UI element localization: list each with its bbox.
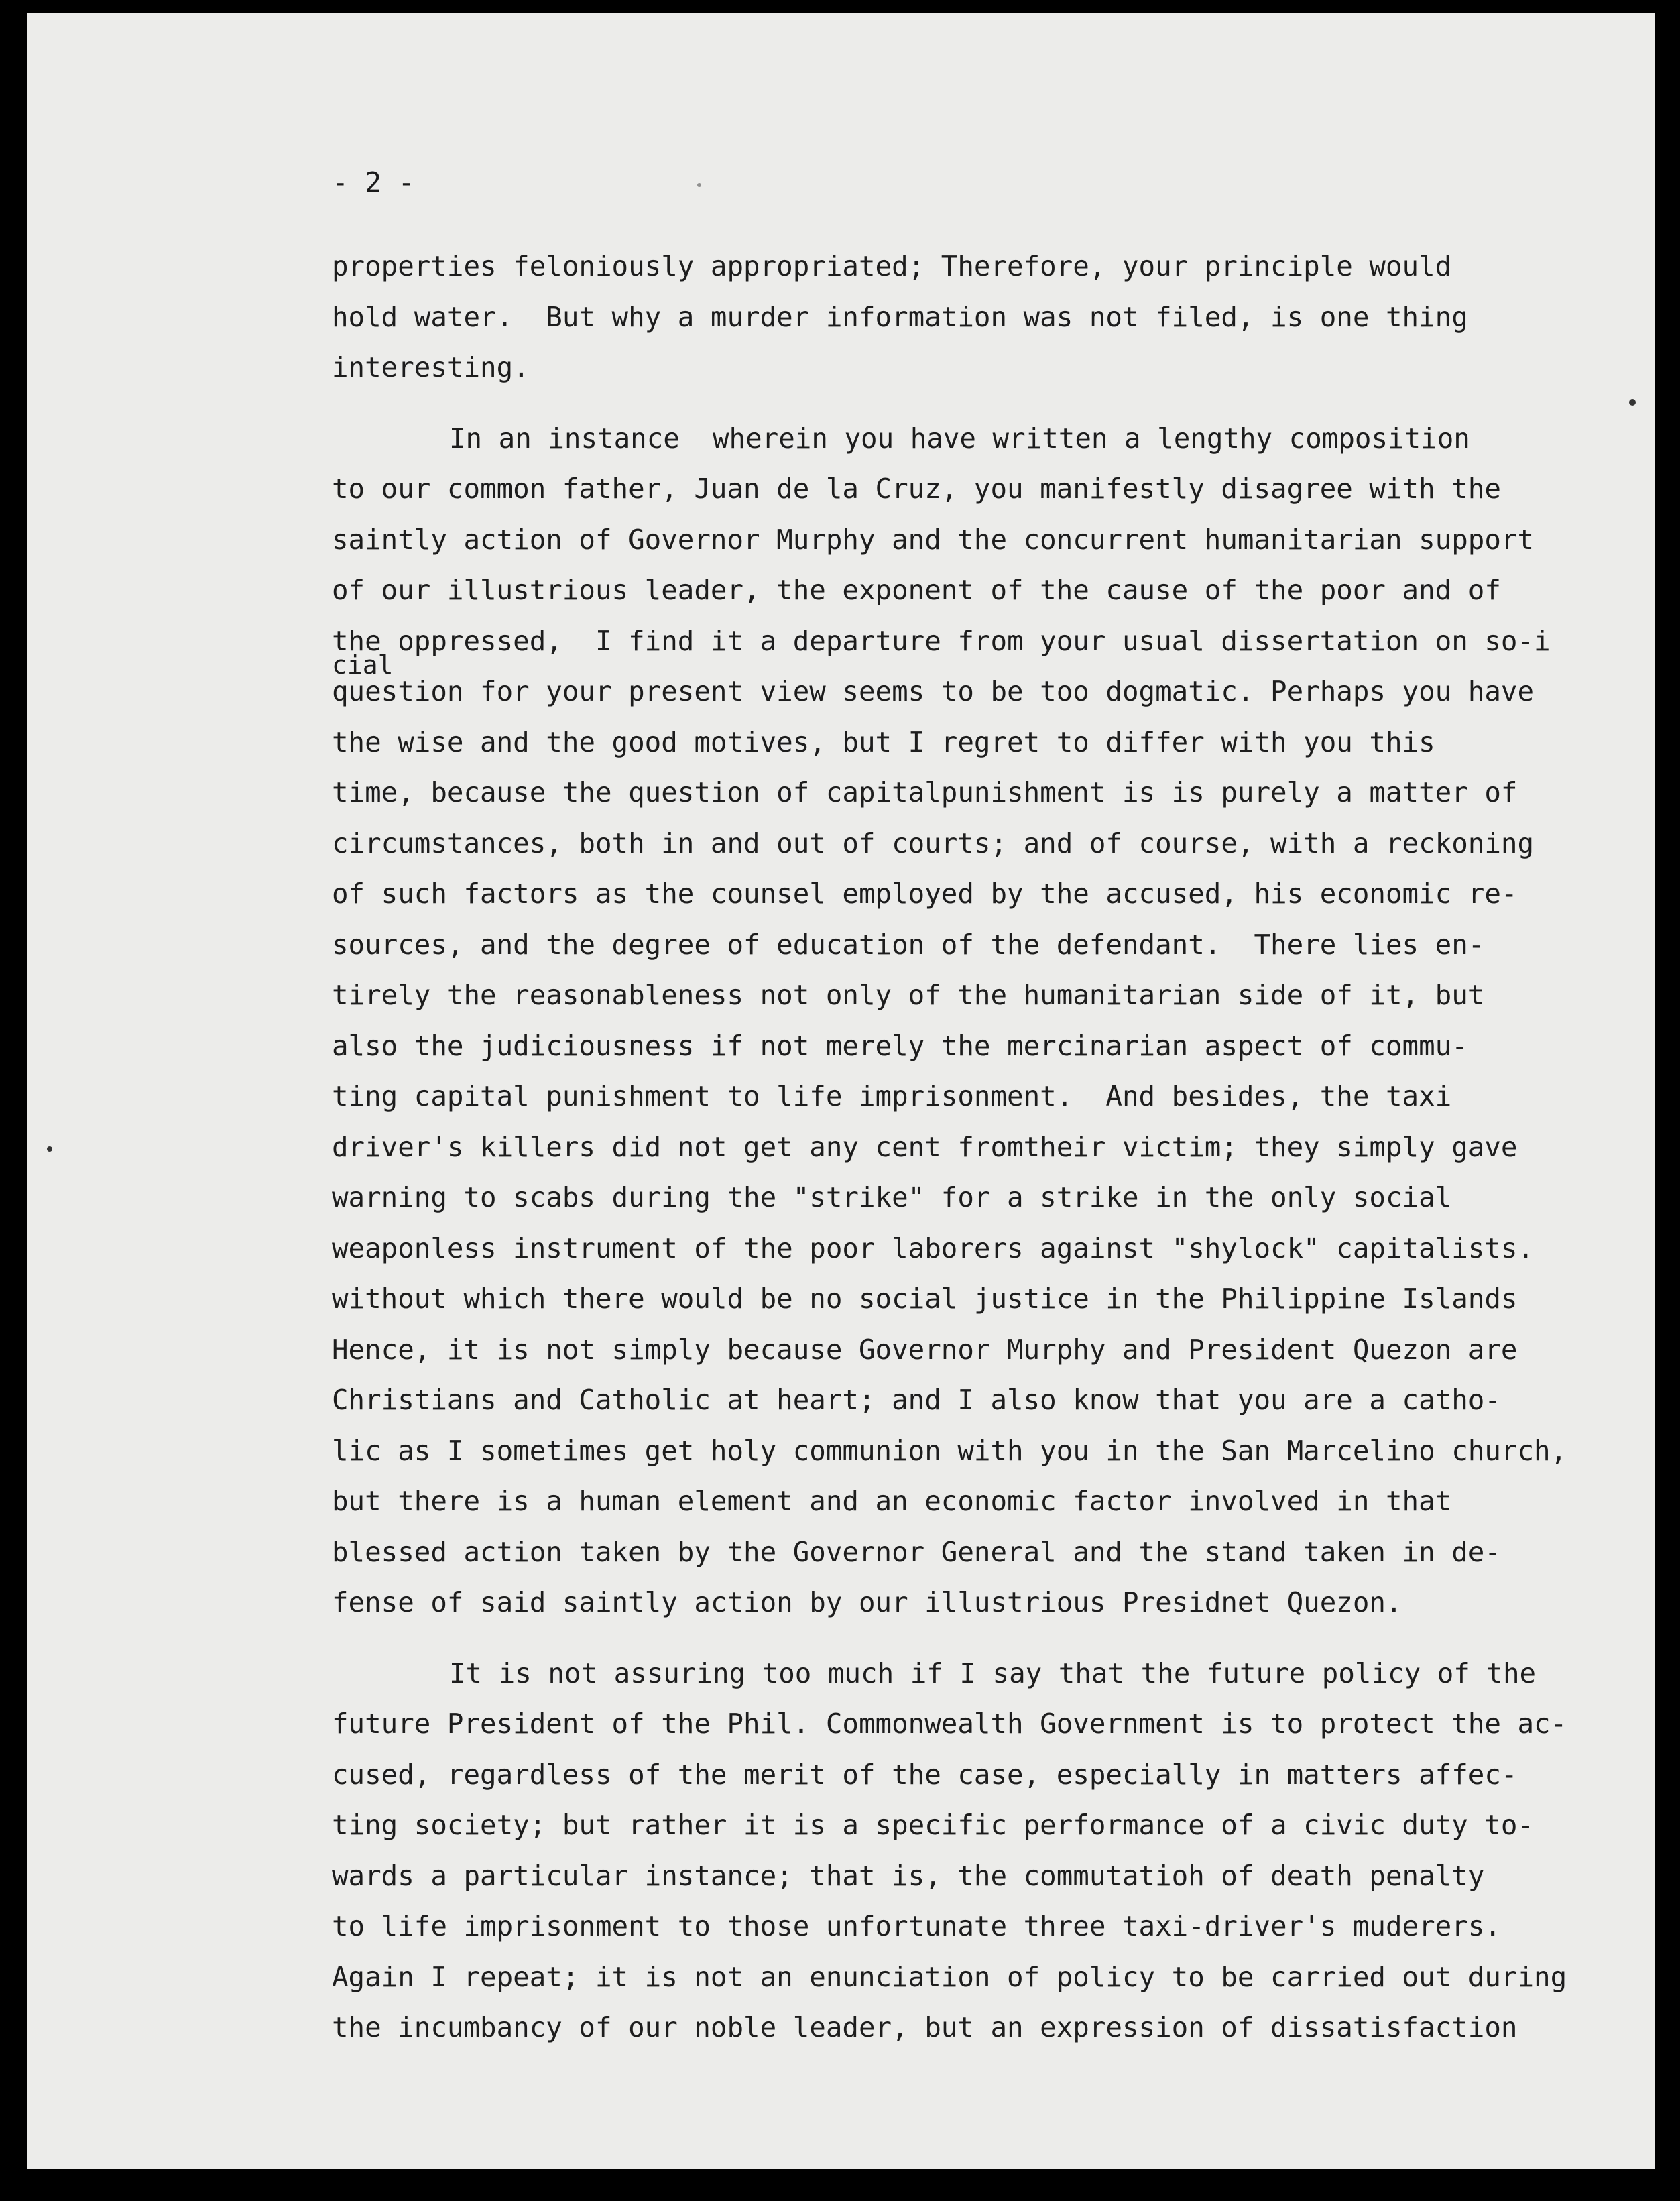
line-text: the incumbancy of our noble leader, but an expression of dissatisfaction (332, 2011, 1518, 2043)
text-line (332, 1851, 1655, 1902)
text-line (332, 1578, 1655, 1628)
text-line (332, 1952, 1655, 2003)
text-line (332, 1021, 1655, 1072)
text-line (332, 1224, 1655, 1274)
line-text: ting capital punishment to life imprisonment. And besides, the taxi (332, 1080, 1452, 1112)
text-line (332, 768, 1655, 819)
text-line (332, 1071, 1655, 1122)
paragraph (332, 414, 1655, 1628)
text-line (332, 292, 1655, 343)
text-line (332, 1800, 1655, 1851)
text-line (332, 1122, 1655, 1173)
line-text: Again I repeat; it is not an enunciation of policy to be carried out during (332, 1960, 1567, 1993)
line-text: cused, regardless of the merit of the case, especially in matters affec- (332, 1758, 1518, 1791)
letter-body (332, 241, 1655, 2054)
paragraph-gap (332, 394, 1655, 414)
line-text: Christians and Catholic at heart; and I also know that you are a catho- (332, 1384, 1501, 1416)
text-line (332, 920, 1655, 971)
line-text: future President of the Phil. Commonwealth Government is to protect the ac- (332, 1708, 1567, 1740)
line-text: the wise and the good motives, but I regret to differ with you this (332, 725, 1435, 758)
line-text: tirely the reasonableness not only of the humanitarian side of it, but (332, 979, 1485, 1011)
paper-speck (47, 1146, 52, 1152)
line-text: It is not assuring too much if I say that the future policy of the (449, 1657, 1537, 1689)
line-text: but there is a human element and an economic factor involved in that (332, 1485, 1452, 1517)
line-text: blessed action taken by the Governor General and the stand taken in de- (332, 1535, 1501, 1568)
line-text: circumstances, both in and out of courts; and of course, with a reckoning (332, 827, 1535, 859)
text-line (332, 666, 1655, 717)
line-text: hold water. But why a murder information was not filed, is one thing (332, 300, 1468, 333)
paper-speck (1629, 399, 1636, 406)
line-text: wards a particular instance; that is, the commutatioh of death penalty (332, 1859, 1485, 1892)
text-line (332, 1750, 1655, 1801)
page-number: - 2 - (332, 166, 415, 198)
text-line (332, 241, 1655, 292)
line-text: ting society; but rather it is a specific performance of a civic duty to- (332, 1809, 1535, 1841)
line-text: also the judiciousness if not merely the mercinarian aspect of commu- (332, 1029, 1468, 1062)
text-line (332, 414, 1655, 465)
line-text: lic as I sometimes get holy communion with you in the San Marcelino church, (332, 1434, 1567, 1467)
text-line (332, 1426, 1655, 1477)
line-text: of such factors as the counsel employed by the accused, his economic re- (332, 878, 1518, 910)
line-text: without which there would be no social justice in the Philippine Islands (332, 1283, 1518, 1315)
text-line (332, 970, 1655, 1021)
line-text: sources, and the degree of education of the defendant. There lies en- (332, 928, 1485, 961)
paragraph-gap (332, 1628, 1655, 1649)
text-line (332, 819, 1655, 870)
paper-speck (697, 183, 701, 187)
text-line (332, 1173, 1655, 1224)
text-line (332, 717, 1655, 768)
line-text: question for your present view seems to be too dogmatic. Perhaps you have (332, 675, 1535, 707)
text-line (332, 869, 1655, 920)
line-text: driver's killers did not get any cent fromtheir victim; they simply gave (332, 1130, 1518, 1163)
text-line (332, 2003, 1655, 2054)
text-line (332, 1274, 1655, 1325)
text-line (332, 515, 1655, 566)
text-line (332, 343, 1655, 394)
line-text: warning to scabs during the "strike" for a strike in the only social (332, 1181, 1452, 1213)
line-text: weaponless instrument of the poor laborers against "shylock" capitalists. (332, 1232, 1535, 1264)
line-text: the oppressed, I find it a departure from your usual dissertation on so-i (332, 624, 1551, 657)
line-text: In an instance wherein you have written a lengthy composition (449, 422, 1470, 455)
text-line (332, 1699, 1655, 1750)
line-text: properties feloniously appropriated; Therefore, your principle would (332, 250, 1452, 282)
text-line (332, 616, 1655, 667)
line-text: to our common father, Juan de la Cruz, you manifestly disagree with the (332, 473, 1501, 505)
line-text: of our illustrious leader, the exponent of the cause of the poor and of (332, 574, 1501, 606)
text-line (332, 1476, 1655, 1527)
line-text: fense of said saintly action by our illustrious Presidnet Quezon. (332, 1586, 1402, 1618)
text-line (332, 1527, 1655, 1578)
text-line (332, 565, 1655, 616)
text-line (332, 1649, 1655, 1700)
line-text: time, because the question of capitalpunishment is is purely a matter of (332, 776, 1518, 809)
paragraph (332, 1649, 1655, 2054)
text-line (332, 1901, 1655, 1952)
interlinear-insertion: cial (332, 650, 394, 680)
document-page (27, 13, 1655, 2169)
line-text: Hence, it is not simply because Governor Murphy and President Quezon are (332, 1333, 1518, 1366)
line-text: interesting. (332, 351, 530, 383)
text-line (332, 464, 1655, 515)
text-line (332, 1375, 1655, 1426)
line-text: to life imprisonment to those unfortunate three taxi-driver's muderers. (332, 1910, 1501, 1942)
text-line (332, 1325, 1655, 1376)
line-text: saintly action of Governor Murphy and the concurrent humanitarian support (332, 523, 1535, 556)
paragraph (332, 241, 1655, 394)
